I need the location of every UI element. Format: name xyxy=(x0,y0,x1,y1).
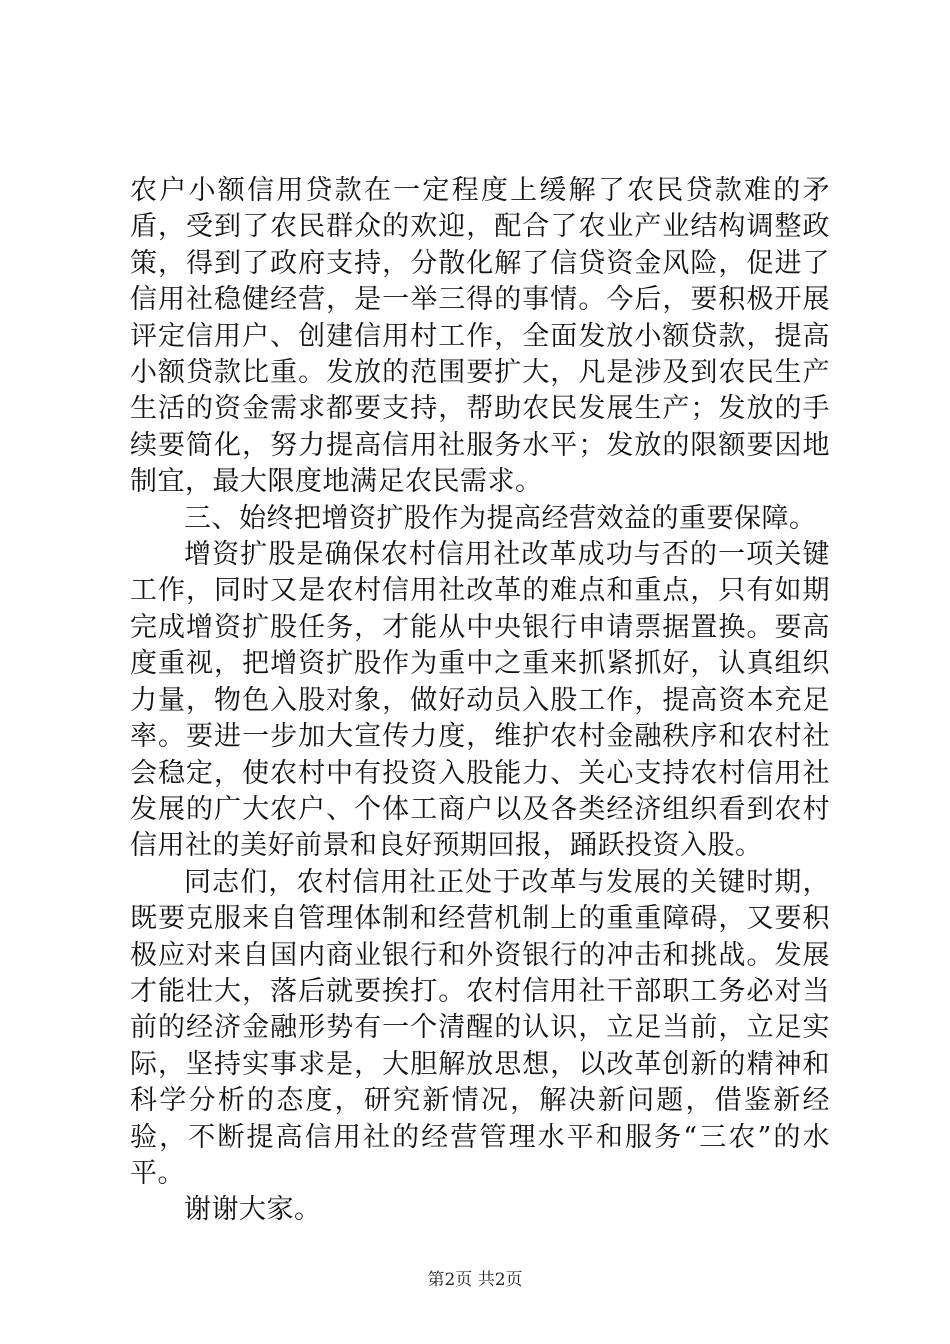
paragraph-closing-remarks: 同志们，农村信用社正处于改革与发展的关键时期，既要克服来自管理体制和经营机制上的重重障碍，又要积极应对来自国内商业银行和外资银行的冲击和挑战。发展才能壮大，落后就要挨打。农村信用社干部职工务必对当前的经济金融形势有一个清醒的认识，立足当前，立足实际，坚持实事求是，大胆解放思想，以改革创新的精神和科学分析的态度，研究新情况，解决新问题，借鉴新经验，不断提高信用社的经营管理水平和服务“三农”的水平。 xyxy=(130,866,830,1189)
page-number: 第2页 xyxy=(427,1270,473,1290)
document-body xyxy=(130,173,830,1229)
page-total: 共2页 xyxy=(477,1270,523,1290)
paragraph-thanks: 谢谢大家。 xyxy=(184,1194,322,1226)
page-footer xyxy=(0,1270,950,1290)
section-heading-capital-increase: 三、始终把增资扩股作为提高经营效益的重要保障。 xyxy=(184,502,817,534)
paragraph-microcredit: 农户小额信用贷款在一定程度上缓解了农民贷款难的矛盾，受到了农民群众的欢迎，配合了农业产业结构调整政策，得到了政府支持，分散化解了信贷资金风险，促进了信用社稳健经营，是一举三得的事情。今后，要积极开展评定信用户、创建信用村工作，全面发放小额贷款，提高小额贷款比重。发放的范围要扩大，凡是涉及到农民生产生活的资金需求都要支持，帮助农民发展生产；发放的手续要简化，努力提高信用社服务水平；发放的限额要因地制宜，最大限度地满足农民需求。 xyxy=(130,175,830,498)
paragraph-capital-increase: 增资扩股是确保农村信用社改革成功与否的一项关键工作，同时又是农村信用社改革的难点和重点，只有如期完成增资扩股任务，才能从中央银行申请票据置换。要高度重视，把增资扩股作为重中之重来抓紧抓好，认真组织力量，物色入股对象，做好动员入股工作，提高资本充足率。要进一步加大宣传力度，维护农村金融秩序和农村社会稳定，使农村中有投资入股能力、关心支持农村信用社发展的广大农户、个体工商户以及各类经济组织看到农村信用社的美好前景和良好预期回报，踊跃投资入股。 xyxy=(130,539,830,862)
